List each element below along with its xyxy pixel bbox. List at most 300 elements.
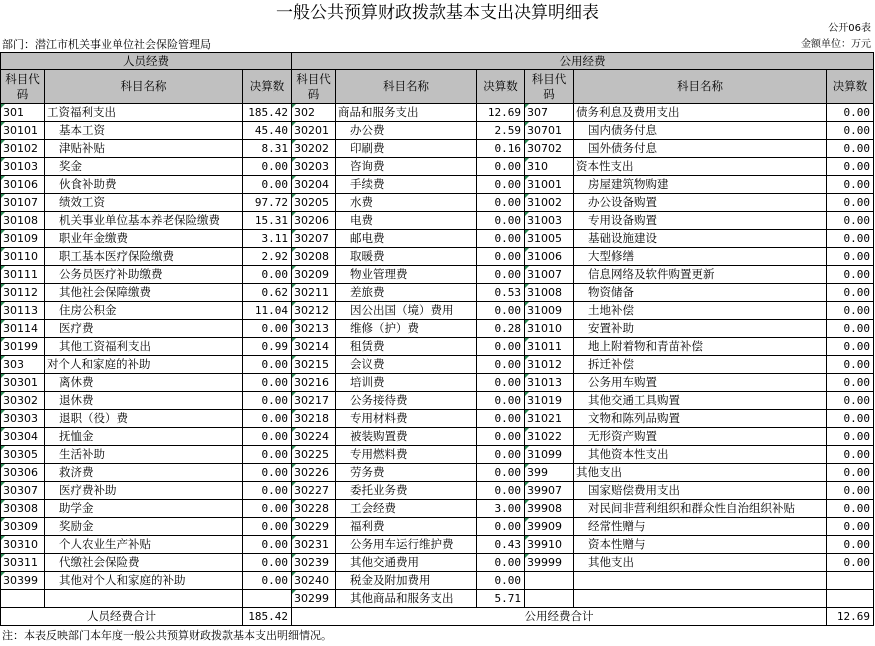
- item-code: 30217: [292, 392, 336, 410]
- item-name: 商品和服务支出: [336, 104, 477, 122]
- group-header-public: 公用经费: [292, 53, 874, 70]
- item-name: 经常性赠与: [574, 518, 827, 536]
- item-name: 对民间非营利组织和群众性自治组织补贴: [574, 500, 827, 518]
- item-amount: 0.00: [477, 176, 525, 194]
- item-name: 办公设备购置: [574, 194, 827, 212]
- item-code: 31002: [525, 194, 574, 212]
- item-code: [525, 590, 574, 608]
- item-code: [525, 572, 574, 590]
- item-amount: 0.28: [477, 320, 525, 338]
- item-code: 30399: [1, 572, 45, 590]
- item-amount: 0.00: [477, 302, 525, 320]
- item-code: 30199: [1, 338, 45, 356]
- item-amount: 2.59: [477, 122, 525, 140]
- item-amount: 0.00: [243, 266, 292, 284]
- item-name: [45, 590, 243, 608]
- table-row: [1, 554, 874, 572]
- item-name: 拆迁补偿: [574, 356, 827, 374]
- item-code: 310: [525, 158, 574, 176]
- item-name: 电费: [336, 212, 477, 230]
- item-amount: 0.53: [477, 284, 525, 302]
- item-name: 职工基本医疗保险缴费: [45, 248, 243, 266]
- item-code: 31008: [525, 284, 574, 302]
- department-label: 部门：潜江市机关事业单位社会保险管理局: [2, 38, 211, 51]
- col-header-amount: 决算数: [827, 70, 874, 104]
- item-code: 39908: [525, 500, 574, 518]
- table-row: [1, 302, 874, 320]
- item-code: 30224: [292, 428, 336, 446]
- item-name: 专用燃料费: [336, 446, 477, 464]
- item-amount: 0.00: [827, 356, 874, 374]
- item-amount: 0.00: [827, 410, 874, 428]
- item-name: 个人农业生产补贴: [45, 536, 243, 554]
- item-amount: 0.00: [243, 572, 292, 590]
- item-name: 房屋建筑物购建: [574, 176, 827, 194]
- item-code: 30227: [292, 482, 336, 500]
- item-code: 30214: [292, 338, 336, 356]
- item-amount: 0.16: [477, 140, 525, 158]
- item-name: 住房公积金: [45, 302, 243, 320]
- item-code: 30209: [292, 266, 336, 284]
- item-name: 专用设备购置: [574, 212, 827, 230]
- item-code: 30299: [292, 590, 336, 608]
- item-name: 委托业务费: [336, 482, 477, 500]
- item-name: 信息网络及软件购置更新: [574, 266, 827, 284]
- item-code: 30701: [525, 122, 574, 140]
- item-amount: 0.00: [827, 536, 874, 554]
- table-row: [1, 248, 874, 266]
- col-header-name: 科目名称: [336, 70, 477, 104]
- item-amount: 0.00: [243, 374, 292, 392]
- item-amount: 0.00: [827, 338, 874, 356]
- item-code: 30111: [1, 266, 45, 284]
- item-name: 文物和陈列品购置: [574, 410, 827, 428]
- table-row: [1, 266, 874, 284]
- item-amount: 0.00: [243, 446, 292, 464]
- item-name: 税金及附加费用: [336, 572, 477, 590]
- item-amount: 0.00: [477, 248, 525, 266]
- item-amount: 0.00: [477, 572, 525, 590]
- item-name: 奖金: [45, 158, 243, 176]
- table-row: [1, 410, 874, 428]
- item-name: 助学金: [45, 500, 243, 518]
- item-code: 30306: [1, 464, 45, 482]
- col-header-name: 科目名称: [574, 70, 827, 104]
- item-name: 救济费: [45, 464, 243, 482]
- item-name: 会议费: [336, 356, 477, 374]
- col-header-name: 科目名称: [45, 70, 243, 104]
- report-title: 一般公共预算财政拨款基本支出决算明细表: [276, 3, 599, 23]
- item-code: 39909: [525, 518, 574, 536]
- item-amount: 11.04: [243, 302, 292, 320]
- table-row: [1, 338, 874, 356]
- item-code: 30215: [292, 356, 336, 374]
- item-amount: 0.00: [243, 158, 292, 176]
- item-amount: 0.00: [827, 446, 874, 464]
- item-amount: 0.00: [477, 464, 525, 482]
- item-code: 30218: [292, 410, 336, 428]
- item-amount: 0.00: [243, 392, 292, 410]
- item-code: 30301: [1, 374, 45, 392]
- item-code: 30204: [292, 176, 336, 194]
- item-name: 其他支出: [574, 464, 827, 482]
- item-amount: 0.43: [477, 536, 525, 554]
- item-amount: 0.00: [827, 284, 874, 302]
- item-amount: 0.00: [243, 536, 292, 554]
- item-code: 31022: [525, 428, 574, 446]
- item-amount: 0.00: [827, 428, 874, 446]
- item-amount: 0.00: [477, 158, 525, 176]
- item-amount: 0.00: [827, 140, 874, 158]
- item-code: 30114: [1, 320, 45, 338]
- item-code: 31021: [525, 410, 574, 428]
- item-amount: 45.40: [243, 122, 292, 140]
- item-code: 30113: [1, 302, 45, 320]
- item-amount: 0.00: [477, 338, 525, 356]
- item-code: 30103: [1, 158, 45, 176]
- item-amount: 0.00: [827, 122, 874, 140]
- item-amount: 0.00: [243, 518, 292, 536]
- col-header-code: 科目代码: [525, 70, 574, 104]
- group-header-personnel: 人员经费: [1, 53, 292, 70]
- item-name: 基本工资: [45, 122, 243, 140]
- unit-label: 金额单位：万元: [801, 39, 871, 50]
- column-header-row: [1, 70, 874, 104]
- col-header-amount: 决算数: [477, 70, 525, 104]
- item-amount: 0.00: [477, 554, 525, 572]
- item-amount: 0.00: [477, 374, 525, 392]
- col-header-code: 科目代码: [292, 70, 336, 104]
- item-code: 303: [1, 356, 45, 374]
- item-code: 30211: [292, 284, 336, 302]
- item-code: 30303: [1, 410, 45, 428]
- item-amount: [827, 572, 874, 590]
- table-code: 公开06表: [828, 23, 871, 34]
- item-code: 30107: [1, 194, 45, 212]
- item-amount: 15.31: [243, 212, 292, 230]
- item-amount: 0.00: [827, 104, 874, 122]
- item-name: 公务员医疗补助缴费: [45, 266, 243, 284]
- item-name: 物业管理费: [336, 266, 477, 284]
- item-name: 其他工资福利支出: [45, 338, 243, 356]
- item-name: 对个人和家庭的补助: [45, 356, 243, 374]
- table-row: [1, 356, 874, 374]
- item-amount: 0.00: [477, 266, 525, 284]
- item-name: 办公费: [336, 122, 477, 140]
- item-amount: 0.00: [477, 518, 525, 536]
- item-code: 30310: [1, 536, 45, 554]
- item-name: 邮电费: [336, 230, 477, 248]
- item-name: 退休费: [45, 392, 243, 410]
- item-name: 国内债务付息: [574, 122, 827, 140]
- table-row: [1, 500, 874, 518]
- item-code: 307: [525, 104, 574, 122]
- item-amount: 0.00: [827, 482, 874, 500]
- item-name: 土地补偿: [574, 302, 827, 320]
- item-name: 物资储备: [574, 284, 827, 302]
- item-amount: 0.00: [477, 212, 525, 230]
- item-amount: 0.00: [827, 554, 874, 572]
- item-amount: 0.00: [827, 302, 874, 320]
- item-amount: 0.00: [243, 482, 292, 500]
- item-amount: 0.00: [243, 320, 292, 338]
- item-code: 30226: [292, 464, 336, 482]
- item-name: 其他商品和服务支出: [336, 590, 477, 608]
- item-amount: 0.00: [477, 194, 525, 212]
- item-code: 31007: [525, 266, 574, 284]
- group-header-row: [1, 53, 874, 70]
- item-code: 30112: [1, 284, 45, 302]
- item-name: 地上附着物和青苗补偿: [574, 338, 827, 356]
- item-code: 30311: [1, 554, 45, 572]
- item-name: 咨询费: [336, 158, 477, 176]
- expenditure-table: [0, 52, 874, 626]
- item-name: 伙食补助费: [45, 176, 243, 194]
- item-name: 职业年金缴费: [45, 230, 243, 248]
- item-name: 机关事业单位基本养老保险缴费: [45, 212, 243, 230]
- col-header-code: 科目代码: [1, 70, 45, 104]
- item-amount: 0.00: [827, 266, 874, 284]
- item-name: 水费: [336, 194, 477, 212]
- table-row: [1, 446, 874, 464]
- item-code: 30305: [1, 446, 45, 464]
- item-code: 30207: [292, 230, 336, 248]
- item-name: 公务用车购置: [574, 374, 827, 392]
- item-name: 奖励金: [45, 518, 243, 536]
- item-code: 302: [292, 104, 336, 122]
- item-name: 其他资本性支出: [574, 446, 827, 464]
- item-name: 离休费: [45, 374, 243, 392]
- item-amount: 12.69: [477, 104, 525, 122]
- item-name: 差旅费: [336, 284, 477, 302]
- item-name: 安置补助: [574, 320, 827, 338]
- item-amount: 0.00: [827, 212, 874, 230]
- item-amount: 2.92: [243, 248, 292, 266]
- item-code: 30231: [292, 536, 336, 554]
- item-code: 30203: [292, 158, 336, 176]
- item-amount: 0.00: [827, 518, 874, 536]
- item-amount: 0.00: [827, 248, 874, 266]
- item-name: 资本性赠与: [574, 536, 827, 554]
- item-code: 30239: [292, 554, 336, 572]
- item-amount: 0.00: [477, 446, 525, 464]
- item-name: 取暖费: [336, 248, 477, 266]
- item-name: 其他对个人和家庭的补助: [45, 572, 243, 590]
- item-code: 30212: [292, 302, 336, 320]
- item-amount: 0.00: [243, 356, 292, 374]
- item-code: 31011: [525, 338, 574, 356]
- item-code: 30205: [292, 194, 336, 212]
- item-code: 31019: [525, 392, 574, 410]
- item-name: 债务利息及费用支出: [574, 104, 827, 122]
- item-code: 30101: [1, 122, 45, 140]
- item-code: 31003: [525, 212, 574, 230]
- item-amount: 0.00: [477, 392, 525, 410]
- item-amount: 0.00: [477, 230, 525, 248]
- item-name: 培训费: [336, 374, 477, 392]
- item-amount: 3.00: [477, 500, 525, 518]
- item-name: 生活补助: [45, 446, 243, 464]
- public-total-label: 公用经费合计: [292, 608, 827, 626]
- item-code: 30225: [292, 446, 336, 464]
- item-amount: 0.00: [827, 194, 874, 212]
- table-row: [1, 428, 874, 446]
- table-row: [1, 122, 874, 140]
- table-row: [1, 320, 874, 338]
- item-amount: 0.00: [243, 464, 292, 482]
- item-code: 30110: [1, 248, 45, 266]
- table-row: [1, 392, 874, 410]
- item-code: 31099: [525, 446, 574, 464]
- item-name: 福利费: [336, 518, 477, 536]
- item-name: [574, 572, 827, 590]
- item-name: 资本性支出: [574, 158, 827, 176]
- item-name: 退职（役）费: [45, 410, 243, 428]
- item-name: 印刷费: [336, 140, 477, 158]
- item-name: 维修（护）费: [336, 320, 477, 338]
- item-code: 30702: [525, 140, 574, 158]
- col-header-amount: 决算数: [243, 70, 292, 104]
- item-name: 因公出国（境）费用: [336, 302, 477, 320]
- table-row: [1, 464, 874, 482]
- item-code: 31013: [525, 374, 574, 392]
- item-code: 30108: [1, 212, 45, 230]
- item-code: 31001: [525, 176, 574, 194]
- table-row: [1, 104, 874, 122]
- item-amount: 97.72: [243, 194, 292, 212]
- item-amount: 185.42: [243, 104, 292, 122]
- table-row: [1, 176, 874, 194]
- item-code: 31010: [525, 320, 574, 338]
- table-row: [1, 536, 874, 554]
- item-amount: 0.00: [477, 428, 525, 446]
- item-name: 其他社会保障缴费: [45, 284, 243, 302]
- item-code: 30202: [292, 140, 336, 158]
- item-name: 无形资产购置: [574, 428, 827, 446]
- item-amount: 5.71: [477, 590, 525, 608]
- table-row: [1, 230, 874, 248]
- table-row: [1, 518, 874, 536]
- item-name: 公务用车运行维护费: [336, 536, 477, 554]
- item-amount: 0.00: [827, 392, 874, 410]
- item-name: 绩效工资: [45, 194, 243, 212]
- item-name: 公务接待费: [336, 392, 477, 410]
- item-amount: 0.00: [827, 158, 874, 176]
- item-amount: 0.00: [477, 482, 525, 500]
- personnel-total-amount: 185.42: [243, 608, 292, 626]
- item-name: 医疗费: [45, 320, 243, 338]
- item-name: 专用材料费: [336, 410, 477, 428]
- item-code: 30201: [292, 122, 336, 140]
- item-name: 基础设施建设: [574, 230, 827, 248]
- item-name: 租赁费: [336, 338, 477, 356]
- table-row: [1, 158, 874, 176]
- item-code: 30106: [1, 176, 45, 194]
- item-amount: 3.11: [243, 230, 292, 248]
- table-row: [1, 590, 874, 608]
- item-name: 其他交通工具购置: [574, 392, 827, 410]
- item-amount: 0.99: [243, 338, 292, 356]
- footnote: 注：本表反映部门本年度一般公共预算财政拨款基本支出明细情况。: [2, 629, 332, 642]
- table-row: [1, 140, 874, 158]
- item-name: 工会经费: [336, 500, 477, 518]
- item-code: 39999: [525, 554, 574, 572]
- item-amount: 0.00: [827, 176, 874, 194]
- item-code: 39910: [525, 536, 574, 554]
- item-amount: 0.00: [827, 230, 874, 248]
- table-row: [1, 482, 874, 500]
- item-amount: 0.00: [243, 500, 292, 518]
- table-row: [1, 374, 874, 392]
- item-code: 30216: [292, 374, 336, 392]
- item-amount: 0.00: [827, 320, 874, 338]
- item-name: 抚恤金: [45, 428, 243, 446]
- table-row: [1, 284, 874, 302]
- item-amount: 0.00: [477, 410, 525, 428]
- item-name: 劳务费: [336, 464, 477, 482]
- item-code: 31012: [525, 356, 574, 374]
- item-amount: 8.31: [243, 140, 292, 158]
- item-code: 30308: [1, 500, 45, 518]
- item-code: 30309: [1, 518, 45, 536]
- public-total-amount: 12.69: [827, 608, 874, 626]
- item-name: 医疗费补助: [45, 482, 243, 500]
- item-code: 39907: [525, 482, 574, 500]
- item-name: 代缴社会保险费: [45, 554, 243, 572]
- item-code: 30302: [1, 392, 45, 410]
- table-row: [1, 572, 874, 590]
- item-code: 30206: [292, 212, 336, 230]
- item-amount: 0.00: [243, 428, 292, 446]
- item-name: 其他支出: [574, 554, 827, 572]
- item-name: 手续费: [336, 176, 477, 194]
- item-amount: 0.00: [243, 410, 292, 428]
- item-code: 30240: [292, 572, 336, 590]
- item-code: 31009: [525, 302, 574, 320]
- item-name: 被装购置费: [336, 428, 477, 446]
- item-code: 30304: [1, 428, 45, 446]
- totals-row: [1, 608, 874, 626]
- item-code: 30229: [292, 518, 336, 536]
- item-amount: 0.00: [827, 464, 874, 482]
- item-code: 30208: [292, 248, 336, 266]
- item-name: 工资福利支出: [45, 104, 243, 122]
- item-code: 30109: [1, 230, 45, 248]
- item-name: 国家赔偿费用支出: [574, 482, 827, 500]
- item-code: 31006: [525, 248, 574, 266]
- table-row: [1, 212, 874, 230]
- item-name: 国外债务付息: [574, 140, 827, 158]
- item-amount: 0.62: [243, 284, 292, 302]
- item-amount: 0.00: [827, 374, 874, 392]
- item-code: 399: [525, 464, 574, 482]
- item-code: 301: [1, 104, 45, 122]
- item-name: 其他交通费用: [336, 554, 477, 572]
- item-amount: 0.00: [477, 356, 525, 374]
- item-amount: 0.00: [827, 500, 874, 518]
- item-code: 30213: [292, 320, 336, 338]
- item-code: 30228: [292, 500, 336, 518]
- item-name: 津贴补贴: [45, 140, 243, 158]
- item-code: 30307: [1, 482, 45, 500]
- item-name: [574, 590, 827, 608]
- item-code: 31005: [525, 230, 574, 248]
- item-amount: 0.00: [243, 554, 292, 572]
- item-amount: [827, 590, 874, 608]
- table-row: [1, 194, 874, 212]
- item-code: [1, 590, 45, 608]
- personnel-total-label: 人员经费合计: [1, 608, 243, 626]
